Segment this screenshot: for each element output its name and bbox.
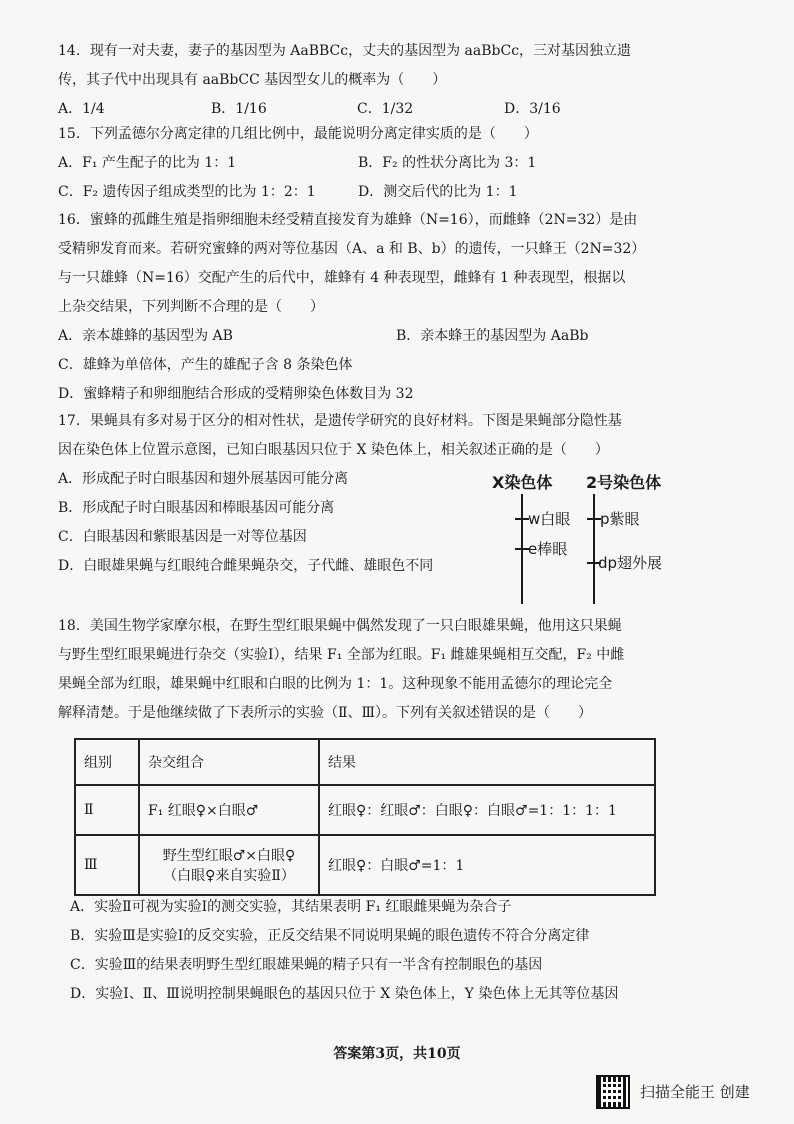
option-b: B．亲本蜂王的基因型为 AaBb (396, 328, 589, 344)
question-17-line-1: 17．果蝇具有多对易于区分的相对性状，是遗传学研究的良好材料。下图是果蝇部分隐性基 (58, 413, 622, 429)
cross-note: （白眼♀来自实验Ⅱ） (163, 868, 295, 884)
question-16-line-4: 上杂交结果，下列判断不合理的是（ ） (58, 299, 324, 315)
option-b: B．1/16 (211, 101, 267, 117)
question-18-line-2: 与野生型红眼果蝇进行杂交（实验Ⅰ），结果 F₁ 全部为红眼。F₁ 雌雄果蝇相互交配，F₂ 中雌 (58, 647, 625, 663)
header-group: 组别 (75, 739, 139, 785)
question-18-options (70, 893, 770, 1009)
x-chromosome-label: X染色体 (492, 473, 553, 492)
question-18 (58, 612, 758, 728)
page-number: 答案第3页，共10页 (333, 1046, 461, 1062)
option-c: C．雄蜂为单倍体，产生的雄配子含 8 条染色体 (58, 357, 353, 373)
option-c: C．实验Ⅲ的结果表明野生型红眼雄果蝇的精子只有一半含有控制眼色的基因 (70, 957, 543, 973)
option-b: B．F₂ 的性状分离比为 3：1 (358, 155, 537, 171)
question-14 (58, 37, 758, 124)
gene-label-bar-eye: e棒眼 (528, 540, 568, 558)
option-b: B．实验Ⅲ是实验Ⅰ的反交实验，正反交结果不同说明果蝇的眼色遗传不符合分离定律 (70, 928, 590, 944)
option-c: C．白眼基因和紫眼基因是一对等位基因 (58, 529, 307, 545)
option-d: D．测交后代的比为 1：1 (358, 184, 518, 200)
question-15-options-row-2 (58, 178, 758, 207)
cross-cell (139, 835, 319, 895)
question-18-line-3: 果蝇全部为红眼，雄果蝇中红眼和白眼的比例为 1：1。这种现象不能用孟德尔的理论完全 (58, 676, 613, 692)
question-16 (58, 206, 758, 409)
option-d: D．3/16 (504, 101, 561, 117)
question-14-line-2: 传，其子代中出现具有 aaBbCC 基因型女儿的概率为（ ） (58, 72, 447, 88)
question-16-options-row-1 (58, 322, 758, 351)
option-d: D．蜜蜂精子和卵细胞结合形成的受精卵染色体数目为 32 (58, 386, 414, 402)
scanner-watermark (596, 1075, 786, 1111)
question-18-line-1: 18．美国生物学家摩尔根，在野生型红眼果蝇中偶然发现了一只白眼雄果蝇，他用这只果蝇 (58, 618, 622, 634)
option-c: C．1/32 (357, 101, 414, 117)
chromosome-2-line (593, 494, 595, 604)
cross-cell: F₁ 红眼♀×白眼♂ (139, 785, 319, 835)
question-15 (58, 120, 758, 207)
question-16-line-1: 16．蜜蜂的孤雌生殖是指卵细胞未经受精直接发育为雄蜂（N=16），而雌蜂（2N=32）是由 (58, 212, 638, 228)
gene-label-white-eye: w白眼 (528, 510, 571, 528)
question-17-line-2: 因在染色体上位置示意图，已知白眼基因只位于 X 染色体上，相关叙述正确的是（ ） (58, 442, 609, 458)
question-16-line-2: 受精卵发育而来。若研究蜜蜂的两对等位基因（A、a 和 B、b）的遗传，一只蜂王（2N=32） (58, 241, 646, 257)
header-result: 结果 (319, 739, 655, 785)
question-18-line-4: 解释清楚。于是他继续做了下表所示的实验（Ⅱ、Ⅲ）。下列有关叙述错误的是（ ） (58, 705, 593, 721)
result-cell: 红眼♀：白眼♂=1：1 (319, 835, 655, 895)
group-cell: Ⅱ (75, 785, 139, 835)
group-cell: Ⅲ (75, 835, 139, 895)
result-cell: 红眼♀：红眼♂：白眼♀：白眼♂=1：1：1：1 (319, 785, 655, 835)
option-a: A．亲本雄蜂的基因型为 AB (58, 328, 233, 344)
option-d: D．白眼雄果蝇与红眼纯合雌果蝇杂交，子代雌、雄眼色不同 (58, 558, 434, 574)
gene-locus-p (587, 518, 601, 520)
chromosome-2-label: 2号染色体 (586, 473, 662, 492)
gene-locus-e (515, 548, 529, 550)
table-row (75, 785, 655, 835)
option-a: A．1/4 (58, 101, 105, 117)
option-a: A．F₁ 产生配子的比为 1：1 (58, 155, 237, 171)
option-b: B．形成配子时白眼基因和棒眼基因可能分离 (58, 500, 335, 516)
question-16-line-3: 与一只雄蜂（N=16）交配产生的后代中，雄蜂有 4 种表现型，雌蜂有 1 种表现型，根据以 (58, 270, 626, 286)
option-c: C．F₂ 遗传因子组成类型的比为 1：2：1 (58, 184, 316, 200)
option-a: A．实验Ⅱ可视为实验Ⅰ的测交实验，其结果表明 F₁ 红眼雌果蝇为杂合子 (70, 899, 512, 915)
gene-label-purple-eye: p紫眼 (600, 510, 640, 528)
option-a: A．形成配子时白眼基因和翅外展基因可能分离 (58, 471, 349, 487)
gene-label-outspread-wing: dp翅外展 (598, 554, 663, 572)
chromosome-diagram (480, 466, 670, 606)
gene-locus-w (515, 518, 529, 520)
question-15-line-1: 15．下列孟德尔分离定律的几组比例中，最能说明分离定律实质的是（ ） (58, 126, 538, 142)
header-cross: 杂交组合 (139, 739, 319, 785)
watermark-text: 扫描全能王 创建 (640, 1083, 750, 1101)
question-15-options-row-1 (58, 149, 758, 178)
table-row (75, 835, 655, 895)
question-14-line-1: 14．现有一对夫妻，妻子的基因型为 AaBBCc，丈夫的基因型为 aaBbCc，三对基因独立遗 (58, 43, 632, 59)
experiment-table (74, 738, 656, 896)
cross-text: 野生型红眼♂×白眼♀ (162, 848, 296, 864)
table-header-row (75, 739, 655, 785)
option-d: D．实验Ⅰ、Ⅱ、Ⅲ说明控制果蝇眼色的基因只位于 X 染色体上，Y 染色体上无其等位基因 (70, 986, 619, 1002)
qr-code-icon (596, 1075, 630, 1109)
